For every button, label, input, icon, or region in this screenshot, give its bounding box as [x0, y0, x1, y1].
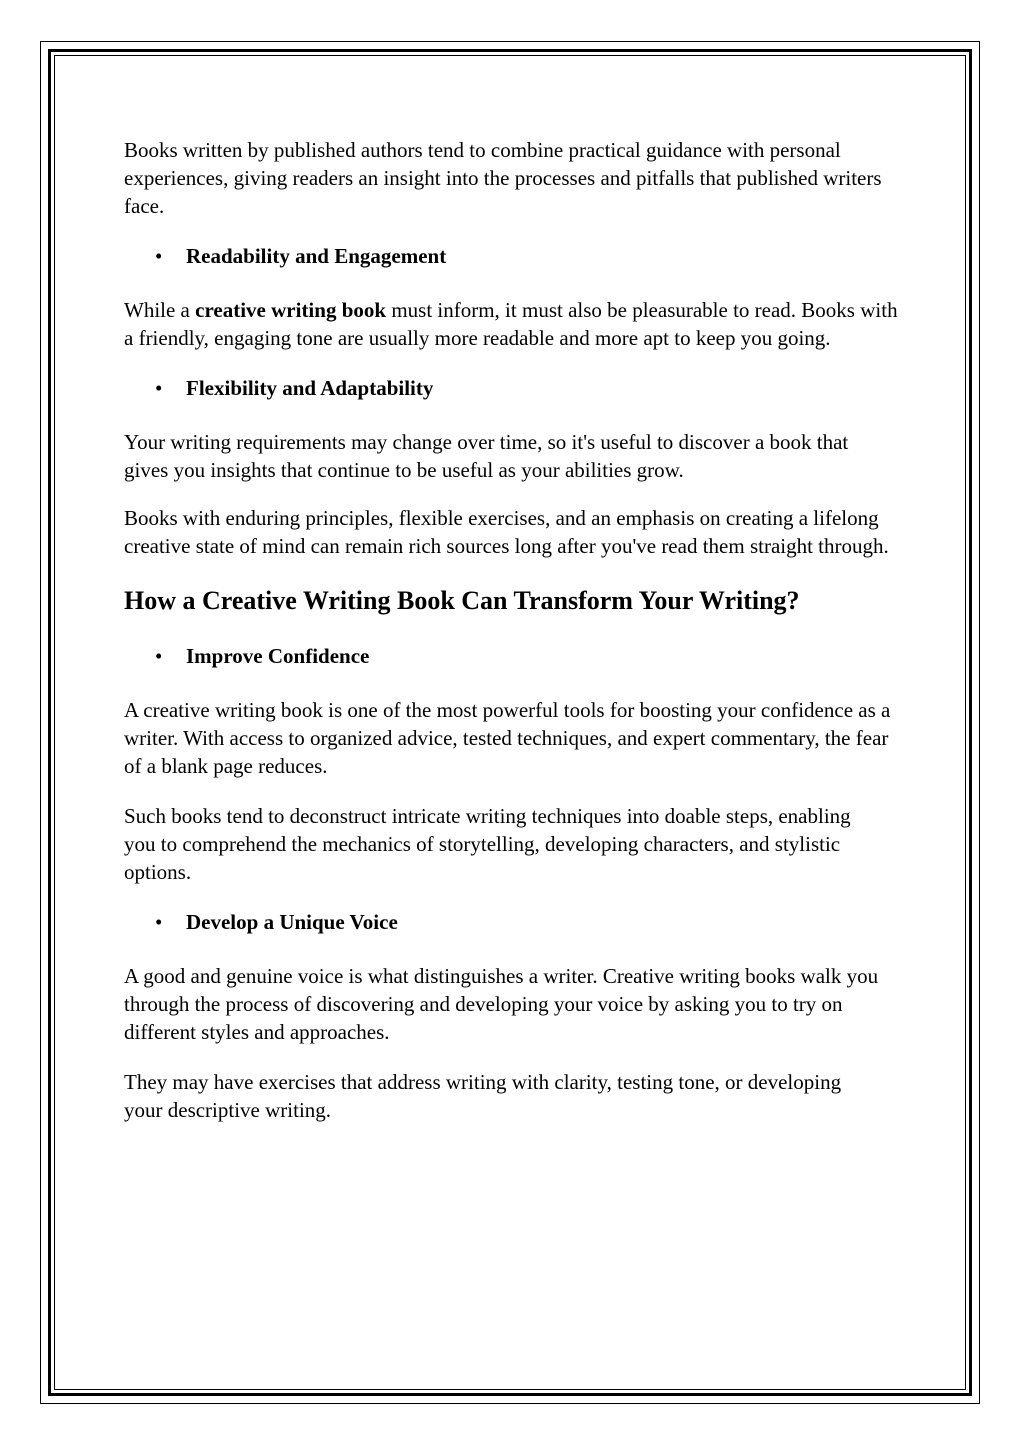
bullet-label: Improve Confidence [186, 644, 370, 668]
bullet-icon: • [155, 644, 163, 668]
bullet-label: Readability and Engagement [186, 244, 447, 268]
paragraph-requirements: Your writing requirements may change over time, so it's useful to discover a book that gives you insights that continue to be useful as your abilities grow. [124, 430, 849, 482]
paragraph-published-authors: Books written by published authors tend to combine practical guidance with personal experiences, giving readers an insight into the processes and pitfalls that published writers face. [124, 138, 882, 218]
section-heading: How a Creative Writing Book Can Transform Your Writing? [124, 586, 800, 615]
document-body [124, 136, 924, 1146]
paragraph-enduring-principles: Books with enduring principles, flexible exercises, and an emphasis on creating a lifelong creative state of mind can remain rich sources long after you've read them straight through. [124, 506, 889, 558]
paragraph-techniques: Such books tend to deconstruct intricate writing techniques into doable steps, enabling you to comprehend the mechanics of storytelling, developing characters, and stylistic options. [124, 804, 851, 884]
bullet-icon: • [155, 376, 163, 400]
bullet-icon: • [155, 244, 163, 268]
bullet-readability [124, 242, 924, 270]
paragraph-exercises: They may have exercises that address writing with clarity, testing tone, or developing your descriptive writing. [124, 1070, 842, 1122]
paragraph-readability [124, 296, 904, 352]
bullet-confidence [124, 642, 924, 670]
bullet-flexibility [124, 374, 924, 402]
paragraph-confidence: A creative writing book is one of the most powerful tools for boosting your confidence as a writer. With access to organized advice, tested techniques, and expert commentary, the fear of a blank page reduces. [124, 698, 891, 778]
paragraph-voice: A good and genuine voice is what distinguishes a writer. Creative writing books walk you through the process of discovering and developing your voice by asking you to try on different styles and approaches. [124, 964, 879, 1044]
bullet-label: Develop a Unique Voice [186, 910, 398, 934]
bullet-label: Flexibility and Adaptability [186, 376, 434, 400]
paragraph-text: While a [124, 298, 196, 322]
bold-phrase: creative writing book [195, 298, 387, 322]
paragraph-text: must inform, it must also be pleasurable to read. Books with a friendly, engaging tone are usually more readable and more apt to keep you going. [124, 298, 898, 350]
bullet-unique-voice [124, 908, 924, 936]
bullet-icon: • [155, 910, 163, 934]
